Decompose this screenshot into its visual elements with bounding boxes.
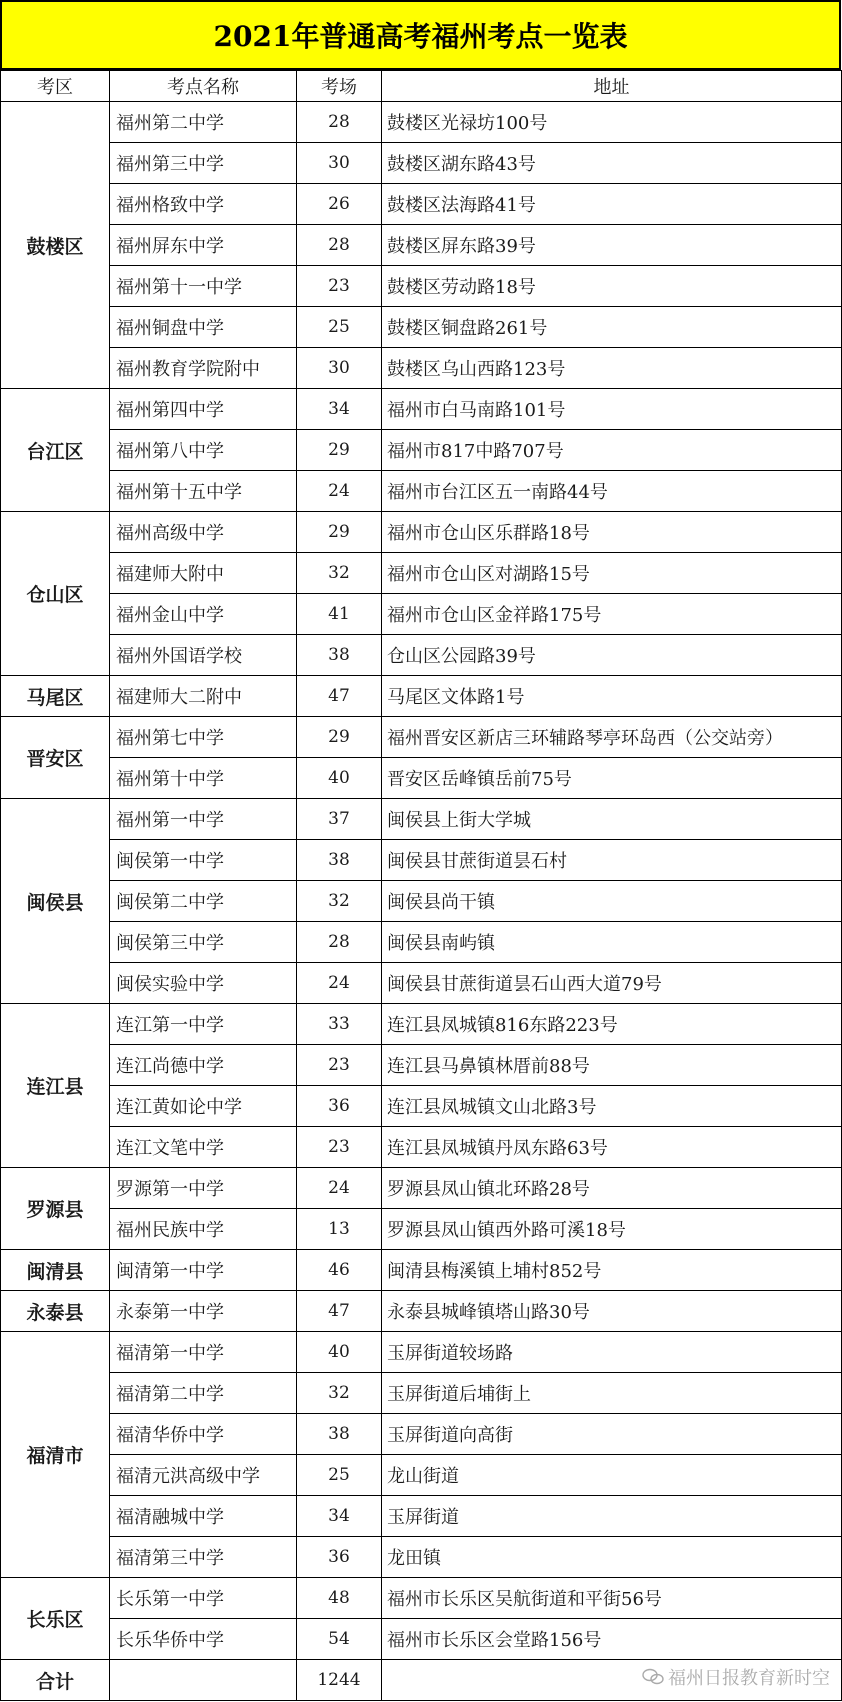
table-row	[1, 389, 842, 430]
table-row	[1, 1250, 842, 1291]
table-row	[1, 1045, 842, 1086]
site-name-cell: 福州教育学院附中	[110, 348, 297, 389]
table-row	[1, 922, 842, 963]
table-row	[1, 1127, 842, 1168]
table-row	[1, 1414, 842, 1455]
address-cell: 鼓楼区光禄坊100号	[382, 102, 842, 143]
address-cell: 仓山区公园路39号	[382, 635, 842, 676]
header-rooms: 考场	[297, 71, 382, 102]
table-row	[1, 1209, 842, 1250]
room-count-cell: 36	[297, 1086, 382, 1127]
site-name-cell: 福州第八中学	[110, 430, 297, 471]
table-row	[1, 430, 842, 471]
table-row	[1, 717, 842, 758]
site-name-cell: 闽侯第三中学	[110, 922, 297, 963]
address-cell: 鼓楼区劳动路18号	[382, 266, 842, 307]
room-count-cell: 32	[297, 1373, 382, 1414]
site-name-cell: 连江第一中学	[110, 1004, 297, 1045]
site-name-cell: 福州铜盘中学	[110, 307, 297, 348]
site-name-cell: 罗源第一中学	[110, 1168, 297, 1209]
address-cell: 玉屏街道	[382, 1496, 842, 1537]
table-row	[1, 553, 842, 594]
site-name-cell: 连江文笔中学	[110, 1127, 297, 1168]
room-count-cell: 29	[297, 512, 382, 553]
table-row	[1, 1578, 842, 1619]
district-cell: 鼓楼区	[1, 102, 110, 389]
site-name-cell: 福州第十一中学	[110, 266, 297, 307]
room-count-cell: 46	[297, 1250, 382, 1291]
address-cell: 鼓楼区屏东路39号	[382, 225, 842, 266]
room-count-cell: 48	[297, 1578, 382, 1619]
room-count-cell: 29	[297, 430, 382, 471]
room-count-cell: 24	[297, 1168, 382, 1209]
table-row	[1, 1332, 842, 1373]
total-rooms-cell: 1244	[297, 1660, 382, 1701]
room-count-cell: 13	[297, 1209, 382, 1250]
room-count-cell: 30	[297, 143, 382, 184]
site-name-cell: 长乐第一中学	[110, 1578, 297, 1619]
room-count-cell: 24	[297, 963, 382, 1004]
room-count-cell: 32	[297, 881, 382, 922]
district-cell: 仓山区	[1, 512, 110, 676]
address-cell: 晋安区岳峰镇岳前75号	[382, 758, 842, 799]
address-cell: 龙田镇	[382, 1537, 842, 1578]
address-cell: 马尾区文体路1号	[382, 676, 842, 717]
address-cell: 龙山街道	[382, 1455, 842, 1496]
site-name-cell: 福清第一中学	[110, 1332, 297, 1373]
room-count-cell: 24	[297, 471, 382, 512]
table-row	[1, 1168, 842, 1209]
table-row	[1, 512, 842, 553]
site-name-cell: 福清元洪高级中学	[110, 1455, 297, 1496]
table-row	[1, 881, 842, 922]
site-name-cell: 福州民族中学	[110, 1209, 297, 1250]
room-count-cell: 41	[297, 594, 382, 635]
site-name-cell: 福州外国语学校	[110, 635, 297, 676]
address-cell: 玉屏街道较场路	[382, 1332, 842, 1373]
district-cell: 台江区	[1, 389, 110, 512]
table-body	[1, 102, 842, 1701]
site-name-cell: 福建师大二附中	[110, 676, 297, 717]
site-name-cell: 福州第四中学	[110, 389, 297, 430]
site-name-cell: 福清第二中学	[110, 1373, 297, 1414]
table-row	[1, 1373, 842, 1414]
site-name-cell: 福州格致中学	[110, 184, 297, 225]
table-row	[1, 348, 842, 389]
site-name-cell: 闽侯第二中学	[110, 881, 297, 922]
address-cell: 福州市长乐区会堂路156号	[382, 1619, 842, 1660]
site-name-cell: 福清华侨中学	[110, 1414, 297, 1455]
site-name-cell: 福州第一中学	[110, 799, 297, 840]
table-row	[1, 471, 842, 512]
address-cell: 玉屏街道后埔街上	[382, 1373, 842, 1414]
site-name-cell: 福清融城中学	[110, 1496, 297, 1537]
site-name-cell: 连江尚德中学	[110, 1045, 297, 1086]
header-district: 考区	[1, 71, 110, 102]
room-count-cell: 23	[297, 1045, 382, 1086]
address-cell: 玉屏街道向高街	[382, 1414, 842, 1455]
address-cell: 福州市仓山区金祥路175号	[382, 594, 842, 635]
district-cell: 连江县	[1, 1004, 110, 1168]
site-name-cell: 福州高级中学	[110, 512, 297, 553]
table-row	[1, 143, 842, 184]
address-cell: 福州市仓山区对湖路15号	[382, 553, 842, 594]
room-count-cell: 34	[297, 389, 382, 430]
room-count-cell: 30	[297, 348, 382, 389]
room-count-cell: 25	[297, 307, 382, 348]
address-cell: 鼓楼区乌山西路123号	[382, 348, 842, 389]
room-count-cell: 28	[297, 225, 382, 266]
wechat-icon	[642, 1668, 664, 1686]
table-row	[1, 102, 842, 143]
table-row	[1, 307, 842, 348]
site-name-cell: 福州屏东中学	[110, 225, 297, 266]
table-row	[1, 594, 842, 635]
table-row	[1, 1004, 842, 1045]
room-count-cell: 28	[297, 102, 382, 143]
table-row	[1, 266, 842, 307]
district-cell: 长乐区	[1, 1578, 110, 1660]
site-name-cell: 永泰第一中学	[110, 1291, 297, 1332]
district-cell: 闽侯县	[1, 799, 110, 1004]
address-cell: 闽侯县尚干镇	[382, 881, 842, 922]
site-name-cell: 闽侯第一中学	[110, 840, 297, 881]
site-name-cell: 福州第十五中学	[110, 471, 297, 512]
address-cell: 连江县凤城镇丹凤东路63号	[382, 1127, 842, 1168]
room-count-cell: 38	[297, 840, 382, 881]
table-row	[1, 635, 842, 676]
site-name-cell: 长乐华侨中学	[110, 1619, 297, 1660]
address-cell: 福州市仓山区乐群路18号	[382, 512, 842, 553]
room-count-cell: 37	[297, 799, 382, 840]
room-count-cell: 54	[297, 1619, 382, 1660]
room-count-cell: 28	[297, 922, 382, 963]
address-cell: 福州晋安区新店三环辅路琴亭环岛西（公交站旁）	[382, 717, 842, 758]
room-count-cell: 34	[297, 1496, 382, 1537]
room-count-cell: 26	[297, 184, 382, 225]
district-cell: 福清市	[1, 1332, 110, 1578]
address-cell: 闽侯县南屿镇	[382, 922, 842, 963]
site-name-cell: 福州金山中学	[110, 594, 297, 635]
room-count-cell: 36	[297, 1537, 382, 1578]
site-name-cell: 闽清第一中学	[110, 1250, 297, 1291]
address-cell: 鼓楼区湖东路43号	[382, 143, 842, 184]
site-name-cell: 连江黄如论中学	[110, 1086, 297, 1127]
header-site-name: 考点名称	[110, 71, 297, 102]
room-count-cell: 32	[297, 553, 382, 594]
room-count-cell: 29	[297, 717, 382, 758]
room-count-cell: 40	[297, 1332, 382, 1373]
address-cell: 福州市长乐区吴航街道和平街56号	[382, 1578, 842, 1619]
table-title: 2021年普通高考福州考点一览表	[0, 0, 841, 70]
district-cell: 闽清县	[1, 1250, 110, 1291]
room-count-cell: 25	[297, 1455, 382, 1496]
district-cell: 晋安区	[1, 717, 110, 799]
address-cell: 罗源县凤山镇西外路可溪18号	[382, 1209, 842, 1250]
watermark-text: 福州日报教育新时空	[668, 1668, 830, 1689]
site-name-cell: 福州第三中学	[110, 143, 297, 184]
table-row	[1, 758, 842, 799]
district-cell: 罗源县	[1, 1168, 110, 1250]
district-cell: 永泰县	[1, 1291, 110, 1332]
table-row	[1, 184, 842, 225]
address-cell: 连江县马鼻镇林厝前88号	[382, 1045, 842, 1086]
address-cell: 福州市台江区五一南路44号	[382, 471, 842, 512]
district-cell: 马尾区	[1, 676, 110, 717]
room-count-cell: 38	[297, 635, 382, 676]
header-address: 地址	[382, 71, 842, 102]
table-row	[1, 676, 842, 717]
table-row	[1, 799, 842, 840]
site-name-cell: 福建师大附中	[110, 553, 297, 594]
table-row	[1, 963, 842, 1004]
room-count-cell: 40	[297, 758, 382, 799]
address-cell: 闽清县梅溪镇上埔村852号	[382, 1250, 842, 1291]
address-cell: 闽侯县甘蔗街道昙石村	[382, 840, 842, 881]
address-cell: 连江县凤城镇文山北路3号	[382, 1086, 842, 1127]
watermark	[642, 1664, 830, 1690]
table-row	[1, 840, 842, 881]
address-cell: 福州市白马南路101号	[382, 389, 842, 430]
address-cell: 闽侯县甘蔗街道昙石山西大道79号	[382, 963, 842, 1004]
room-count-cell: 23	[297, 266, 382, 307]
address-cell: 鼓楼区铜盘路261号	[382, 307, 842, 348]
total-label-cell: 合计	[1, 1660, 110, 1701]
room-count-cell: 33	[297, 1004, 382, 1045]
table-row	[1, 1537, 842, 1578]
address-cell: 连江县凤城镇816东路223号	[382, 1004, 842, 1045]
address-cell: 永泰县城峰镇塔山路30号	[382, 1291, 842, 1332]
table-row	[1, 1496, 842, 1537]
table-row	[1, 225, 842, 266]
room-count-cell: 23	[297, 1127, 382, 1168]
room-count-cell: 47	[297, 676, 382, 717]
header-row	[1, 71, 842, 102]
room-count-cell: 38	[297, 1414, 382, 1455]
address-cell: 鼓楼区法海路41号	[382, 184, 842, 225]
table-row	[1, 1291, 842, 1332]
site-name-cell: 福州第七中学	[110, 717, 297, 758]
site-name-cell: 福清第三中学	[110, 1537, 297, 1578]
room-count-cell: 47	[297, 1291, 382, 1332]
table-row	[1, 1619, 842, 1660]
address-cell: 福州市817中路707号	[382, 430, 842, 471]
address-cell: 罗源县凤山镇北环路28号	[382, 1168, 842, 1209]
total-name-cell	[110, 1660, 297, 1701]
table-row	[1, 1455, 842, 1496]
table-row	[1, 1086, 842, 1127]
site-name-cell: 福州第二中学	[110, 102, 297, 143]
site-name-cell: 福州第十中学	[110, 758, 297, 799]
site-name-cell: 闽侯实验中学	[110, 963, 297, 1004]
exam-sites-table	[0, 70, 842, 1701]
address-cell: 闽侯县上街大学城	[382, 799, 842, 840]
